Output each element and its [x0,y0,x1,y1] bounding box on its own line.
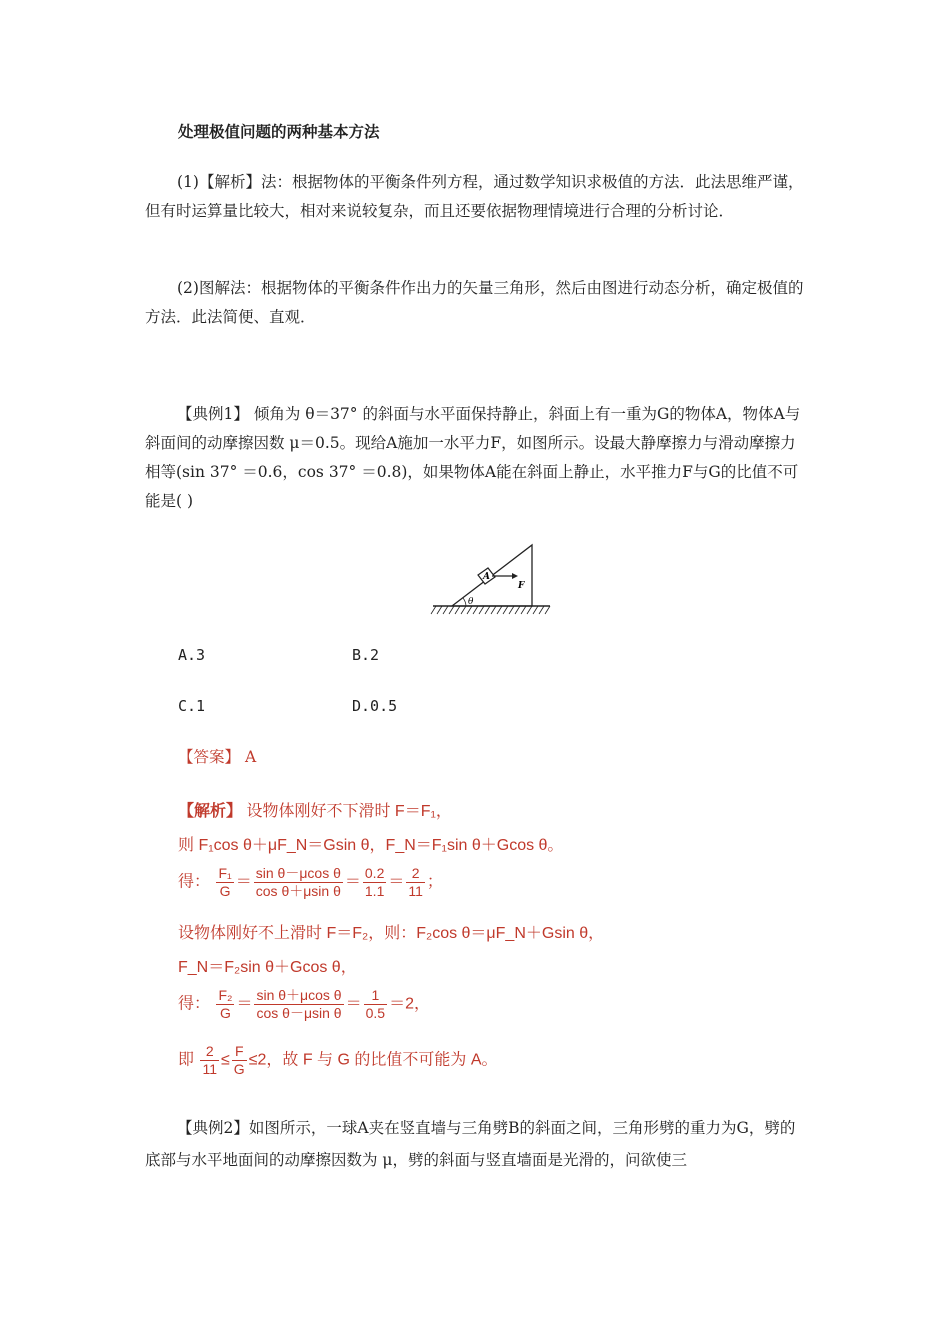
angle-label: θ [468,597,474,607]
example2-label: 【典例2】 [177,1119,249,1137]
solution-line-5: F_N＝F₂sin θ＋Gcos θ， [178,959,357,976]
method-2-paragraph: (2)图解法：根据物体的平衡条件作出力的矢量三角形，然后由图进行动态分析，确定极值的方法．此法简便、直观． [145,279,804,326]
incline-figure [430,540,555,620]
force-label: F [518,581,525,591]
method-1-paragraph: (1)【解析】法：根据物体的平衡条件列方程，通过数学知识求极值的方法．此法思维严谨，但有时运算量比较大，相对来说较复杂，而且还要依据物理情境进行合理的分析讨论． [145,173,804,220]
solution-line-2: 则 F₁cos θ＋μF_N＝Gsin θ，F_N＝F₁sin θ＋Gcos θ。 [178,837,564,854]
example2-text: 如图所示，一球A夹在竖直墙与三角劈B的斜面之间，三角形劈的重力为G，劈的底部与水平地面间的动摩擦因数为 μ，劈的斜面与竖直墙面是光滑的，问欲使三 [145,1119,796,1169]
example2-paragraph [145,1112,810,1176]
option-a: A.3 [178,646,206,664]
solution-line-1: 【解析】 设物体刚好不下滑时 F＝F₁， [178,803,452,820]
example1-label: 【典例1】 [177,405,249,423]
answer-line [178,745,256,767]
example1-text: 倾角为 θ＝37° 的斜面与水平面保持静止，斜面上有一重为G的物体A，物体A与斜面间的动摩擦因数 μ＝0.5。现给A施加一水平力F，如图所示。设最大静摩擦力与滑动摩擦力相等(sin 37° ＝0.6，cos 37° ＝0.8)，如果物体A能在斜面上静止，水平推力F与G的比值不可能是( ) [145,405,801,510]
option-b: B.2 [352,646,380,664]
option-c: C.1 [178,697,206,715]
solution-label: 【解析】 [178,803,243,820]
angle-arc [463,598,466,606]
block-a-label: A [483,572,490,582]
solution-line-7: 即 $\frac{2}{11}$ ≤ $\frac{F}{G}$ ≤2，故 F 与 G 的比值不可能为 A。 [178,1043,498,1077]
answer-value: A [244,748,257,766]
answer-label: 【答案】 [178,748,241,766]
solution-line-4: 设物体刚好不上滑时 F＝F₂，则：F₂cos θ＝μF_N＋Gsin θ， [178,925,605,942]
section-heading: 处理极值问题的两种基本方法 [178,122,380,141]
example1-paragraph [145,400,810,516]
force-arrow-head [512,573,518,579]
ground-hatch [431,606,550,614]
option-d: D.0.5 [352,697,398,715]
solution-line-6: 得： $\frac{\text{F₂}}{G}$ ＝ $\frac{\text{sin θ＋μcos θ}}{\text{cos θ－μsin θ}}$ ＝ $\frac{1}{0.5}$ ＝2， [178,987,430,1021]
solution-line-3: 得： $\frac{\text{F₁}}{G}$ ＝ $\frac{\text{sin θ－μcos θ}}{\text{cos θ＋μsin θ}}$ ＝ $\frac{0.2}{1.1}$ ＝ $\frac{2}{11}$ ； [178,865,443,899]
